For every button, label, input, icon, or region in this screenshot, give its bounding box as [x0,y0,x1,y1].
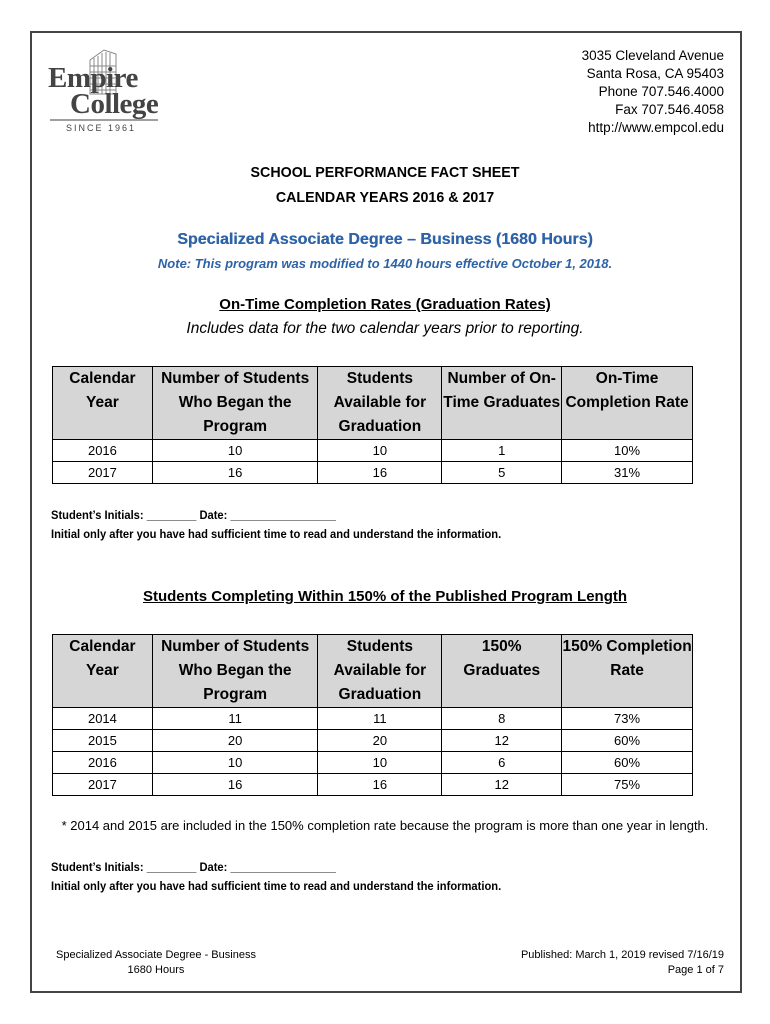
column-header: Calendar Year [53,635,153,708]
table-cell: 31% [562,462,693,484]
ontime-section-subtitle: Includes data for the two calendar years prior to reporting. [186,320,584,337]
table-cell: 2016 [53,440,153,462]
table-row [53,730,693,752]
initials-date-line[interactable]: Student’s Initials: ________ Date: _________________ [51,508,336,522]
column-header: 150% Graduates [442,635,562,708]
table-cell: 20 [152,730,318,752]
table-row [53,774,693,796]
table-cell: 20 [318,730,442,752]
completion150-section-title: Students Completing Within 150% of the Published Program Length [142,588,628,605]
table-cell: 11 [318,708,442,730]
table-cell: 2014 [53,708,153,730]
column-header: Students Available for Graduation [318,367,442,440]
program-name: Specialized Associate Degree – Business (1680 Hours) [177,231,593,248]
student-initials-block [51,506,501,544]
column-header: Number of On-Time Graduates [442,367,562,440]
table-cell: 2016 [53,752,153,774]
page-subtitle: CALENDAR YEARS 2016 & 2017 [275,189,495,206]
column-header: On-Time Completion Rate [562,367,693,440]
footer-program-hours: 1680 Hours [127,964,185,976]
column-header: Calendar Year [53,367,153,440]
table-cell: 6 [442,752,562,774]
table-cell: 10% [562,440,693,462]
column-header: Students Available for Graduation [318,635,442,708]
completion150-footnote: * 2014 and 2015 are included in the 150% completion rate because the program is more than one year in length. [61,818,709,833]
logo-since: SINCE 1961 [66,123,137,133]
logo-word-college: College [70,88,159,120]
empire-college-logo [46,46,170,138]
table-cell: 60% [562,730,693,752]
table-cell: 2017 [53,462,153,484]
footer-program-name: Specialized Associate Degree - Business [56,949,256,961]
table-cell: 5 [442,462,562,484]
school-address [582,47,724,137]
table-row [53,752,693,774]
column-header: 150% Completion Rate [562,635,693,708]
table-cell: 12 [442,774,562,796]
address-fax: Fax 707.546.4058 [615,102,724,117]
table-cell: 16 [318,774,442,796]
program-note: Note: This program was modified to 1440 hours effective October 1, 2018. [157,256,613,271]
table-cell: 16 [152,774,318,796]
address-city: Santa Rosa, CA 95403 [586,66,724,81]
table-cell: 2015 [53,730,153,752]
initials-date-line[interactable]: Student’s Initials: ________ Date: _________________ [51,860,336,874]
address-street: 3035 Cleveland Avenue [581,48,724,63]
ontime-section-title: On-Time Completion Rates (Graduation Rates) [219,296,551,313]
footer-publication [521,948,724,978]
table-cell: 60% [562,752,693,774]
ontime-completion-table [52,366,693,484]
table-cell: 75% [562,774,693,796]
footer-published-date: Published: March 1, 2019 revised 7/16/19 [520,949,724,961]
table-cell: 2017 [53,774,153,796]
column-header: Number of Students Who Began the Program [152,367,318,440]
table-cell: 10 [152,752,318,774]
page-title: SCHOOL PERFORMANCE FACT SHEET [250,164,520,181]
table-row [53,462,693,484]
table-cell: 8 [442,708,562,730]
table-row [53,708,693,730]
table-cell: 16 [318,462,442,484]
address-website[interactable]: http://www.empcol.edu [588,120,724,135]
initials-instruction: Initial only after you have had sufficient time to read and understand the information. [51,879,502,893]
table-cell: 10 [152,440,318,462]
footer-page-number: Page 1 of 7 [667,964,724,976]
footer-program [56,948,256,978]
table-cell: 10 [318,440,442,462]
address-phone: Phone 707.546.4000 [598,84,724,99]
table-cell: 16 [152,462,318,484]
column-header: Number of Students Who Began the Program [152,635,318,708]
table-header-row [53,367,693,440]
completion150-table [52,634,693,796]
student-initials-block [51,858,501,896]
initials-instruction: Initial only after you have had sufficient time to read and understand the information. [51,527,502,541]
table-cell: 10 [318,752,442,774]
logo-word-empire: Empire [48,62,138,94]
table-cell: 11 [152,708,318,730]
table-cell: 73% [562,708,693,730]
table-row [53,440,693,462]
table-cell: 12 [442,730,562,752]
table-cell: 1 [442,440,562,462]
table-header-row [53,635,693,708]
